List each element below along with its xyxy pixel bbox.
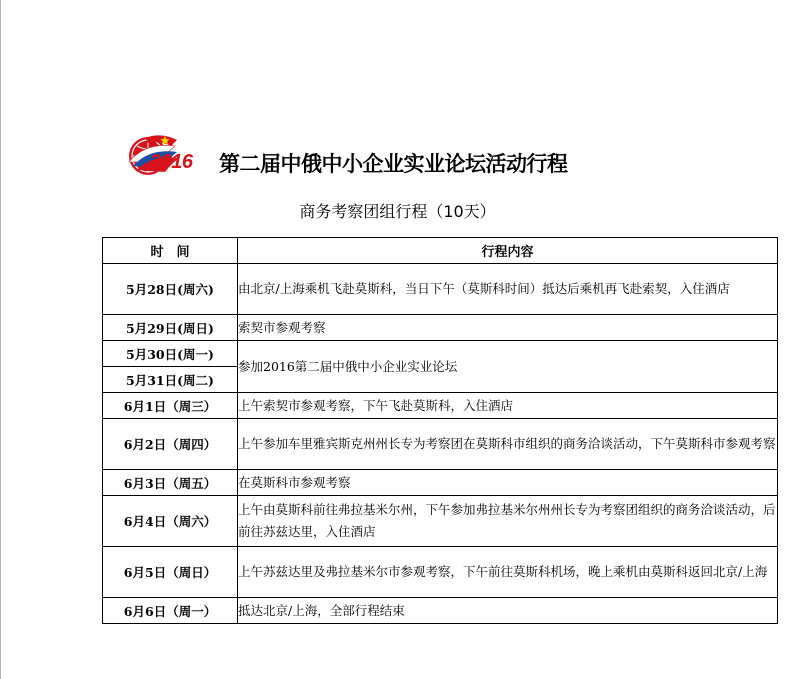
row-content: 抵达北京/上海，全部行程结束 bbox=[238, 598, 778, 624]
row-date: 6月5日（周日） bbox=[103, 547, 238, 598]
row-content: 由北京/上海乘机飞赴莫斯科，当日下午（莫斯科时间）抵达后乘机再飞赴索契，入住酒店 bbox=[238, 264, 778, 315]
row-date: 6月1日（周三） bbox=[103, 393, 238, 419]
itinerary-table bbox=[102, 237, 778, 624]
table-row bbox=[103, 419, 778, 470]
row-content: 索契市参观考察 bbox=[238, 315, 778, 341]
row-content: 上午由莫斯科前往弗拉基米尔州，下午参加弗拉基米尔州州长专为考察团组织的商务洽谈活动，后前往苏兹达里，入住酒店 bbox=[238, 496, 778, 547]
row-content: 上午索契市参观考察，下午飞赴莫斯科，入住酒店 bbox=[238, 393, 778, 419]
row-date: 5月30日(周一) bbox=[103, 341, 238, 367]
row-date: 5月29日(周日) bbox=[103, 315, 238, 341]
table-row bbox=[103, 496, 778, 547]
table-row bbox=[103, 547, 778, 598]
row-date: 6月4日（周六） bbox=[103, 496, 238, 547]
row-date: 6月3日（周五） bbox=[103, 470, 238, 496]
column-header-time: 时 间 bbox=[103, 238, 238, 264]
table-row bbox=[103, 315, 778, 341]
column-header-content: 行程内容 bbox=[238, 238, 778, 264]
page-title: 第二届中俄中小企业实业论坛活动行程 bbox=[219, 152, 568, 176]
table-row bbox=[103, 341, 778, 367]
table-header-row bbox=[103, 238, 778, 264]
table-row bbox=[103, 264, 778, 315]
page-left-edge bbox=[0, 0, 1, 679]
table-row bbox=[103, 470, 778, 496]
row-date: 6月6日（周一） bbox=[103, 598, 238, 624]
row-content: 在莫斯科市参观考察 bbox=[238, 470, 778, 496]
row-content: 上午苏兹达里及弗拉基米尔市参观考察，下午前往莫斯科机场，晚上乘机由莫斯科返回北京/上海 bbox=[238, 547, 778, 598]
logo-year-text: 2016 bbox=[150, 151, 193, 173]
row-date: 5月31日(周二) bbox=[103, 367, 238, 393]
row-date: 5月28日(周六) bbox=[103, 264, 238, 315]
table-row bbox=[103, 393, 778, 419]
row-content: 上午参加车里雅宾斯克州州长专为考察团在莫斯科市组织的商务洽谈活动，下午莫斯科市参观考察 bbox=[238, 419, 778, 470]
page-subtitle: 商务考察团组行程（10天） bbox=[299, 202, 496, 221]
table-row bbox=[103, 598, 778, 624]
row-content: 参加2016第二届中俄中小企业实业论坛 bbox=[238, 341, 778, 393]
row-date: 6月2日（周四） bbox=[103, 419, 238, 470]
